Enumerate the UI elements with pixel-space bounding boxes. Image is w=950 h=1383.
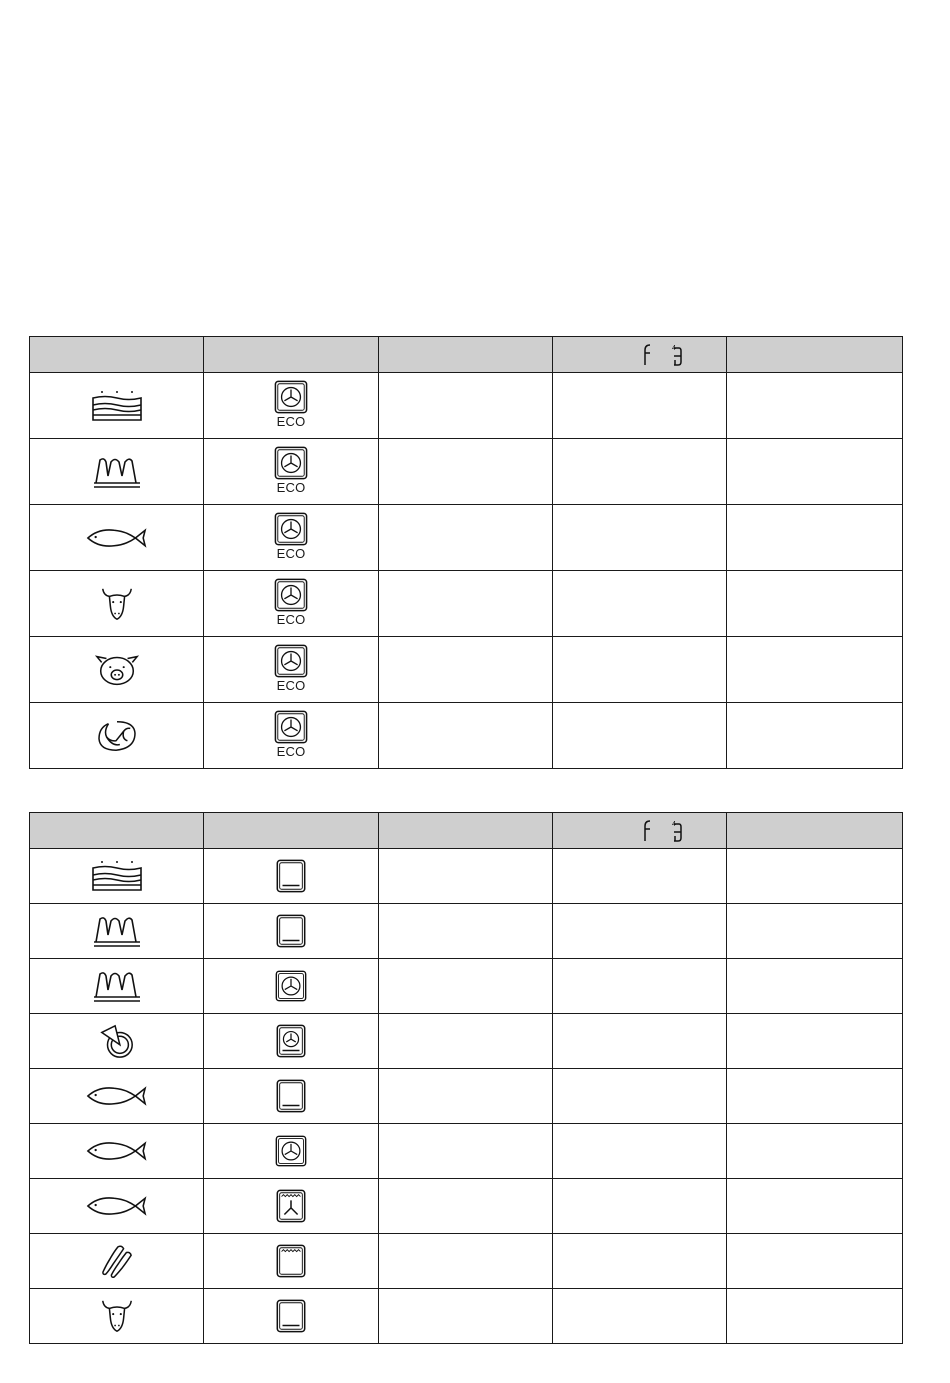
table-row [30, 703, 903, 769]
pudding-mould-icon [92, 913, 142, 949]
eco-label: ECO [276, 480, 306, 495]
conventional-heat-icon [275, 1079, 307, 1113]
table-row [30, 571, 903, 637]
fan-eco-icon [274, 512, 308, 546]
shelf-level-icon [641, 818, 685, 844]
pork-icon [94, 652, 140, 688]
conventional-heat-icon [275, 859, 307, 893]
beef-icon [98, 585, 136, 623]
table-row [30, 373, 903, 439]
header-cell-time [727, 337, 903, 373]
fan-grill-icon [275, 1189, 307, 1223]
eco-label: ECO [276, 546, 306, 561]
eco-label: ECO [276, 414, 306, 429]
header-cell-function [204, 337, 379, 373]
eco-label: ECO [276, 612, 306, 627]
fan-oven-icon [275, 969, 307, 1003]
header-cell-shelf-level [553, 813, 727, 849]
header-cell-function [204, 813, 379, 849]
fan-eco-icon [274, 578, 308, 612]
sausage-icon [101, 1243, 133, 1279]
table-header-row [30, 813, 903, 849]
table-row [30, 904, 903, 959]
header-cell-food [30, 337, 204, 373]
header-cell-time [727, 813, 903, 849]
table-row [30, 439, 903, 505]
shelf-level-icon [641, 342, 685, 368]
cooking-table-eco [29, 336, 903, 769]
header-cell-temperature [379, 337, 553, 373]
table-row [30, 959, 903, 1014]
fish-icon [85, 1138, 149, 1164]
fish-icon [85, 525, 149, 551]
header-cell-shelf-level [553, 337, 727, 373]
table-row [30, 1014, 903, 1069]
table-row [30, 637, 903, 703]
cake-icon [91, 859, 143, 893]
pudding-mould-icon [92, 968, 142, 1004]
beef-icon [98, 1297, 136, 1335]
fish-icon [85, 1193, 149, 1219]
table-row [30, 1289, 903, 1344]
table-row [30, 1069, 903, 1124]
pizza-icon [98, 1022, 136, 1060]
table-row [30, 849, 903, 904]
grill-icon [275, 1244, 307, 1278]
cake-icon [91, 389, 143, 423]
cooking-table-conventional [29, 812, 903, 1344]
table-header-row [30, 337, 903, 373]
table-row [30, 1179, 903, 1234]
fan-eco-icon [274, 380, 308, 414]
fan-eco-icon [274, 446, 308, 480]
poultry-icon [95, 718, 139, 754]
table-row [30, 505, 903, 571]
fish-icon [85, 1083, 149, 1109]
header-cell-food [30, 813, 204, 849]
fan-oven-icon [275, 1134, 307, 1168]
eco-label: ECO [276, 744, 306, 759]
table-row [30, 1124, 903, 1179]
fan-bottom-heat-icon [275, 1024, 307, 1058]
pudding-mould-icon [92, 454, 142, 490]
fan-eco-icon [274, 710, 308, 744]
eco-label: ECO [276, 678, 306, 693]
conventional-heat-icon [275, 1299, 307, 1333]
fan-eco-icon [274, 644, 308, 678]
header-cell-temperature [379, 813, 553, 849]
conventional-heat-icon [275, 914, 307, 948]
table-row [30, 1234, 903, 1289]
